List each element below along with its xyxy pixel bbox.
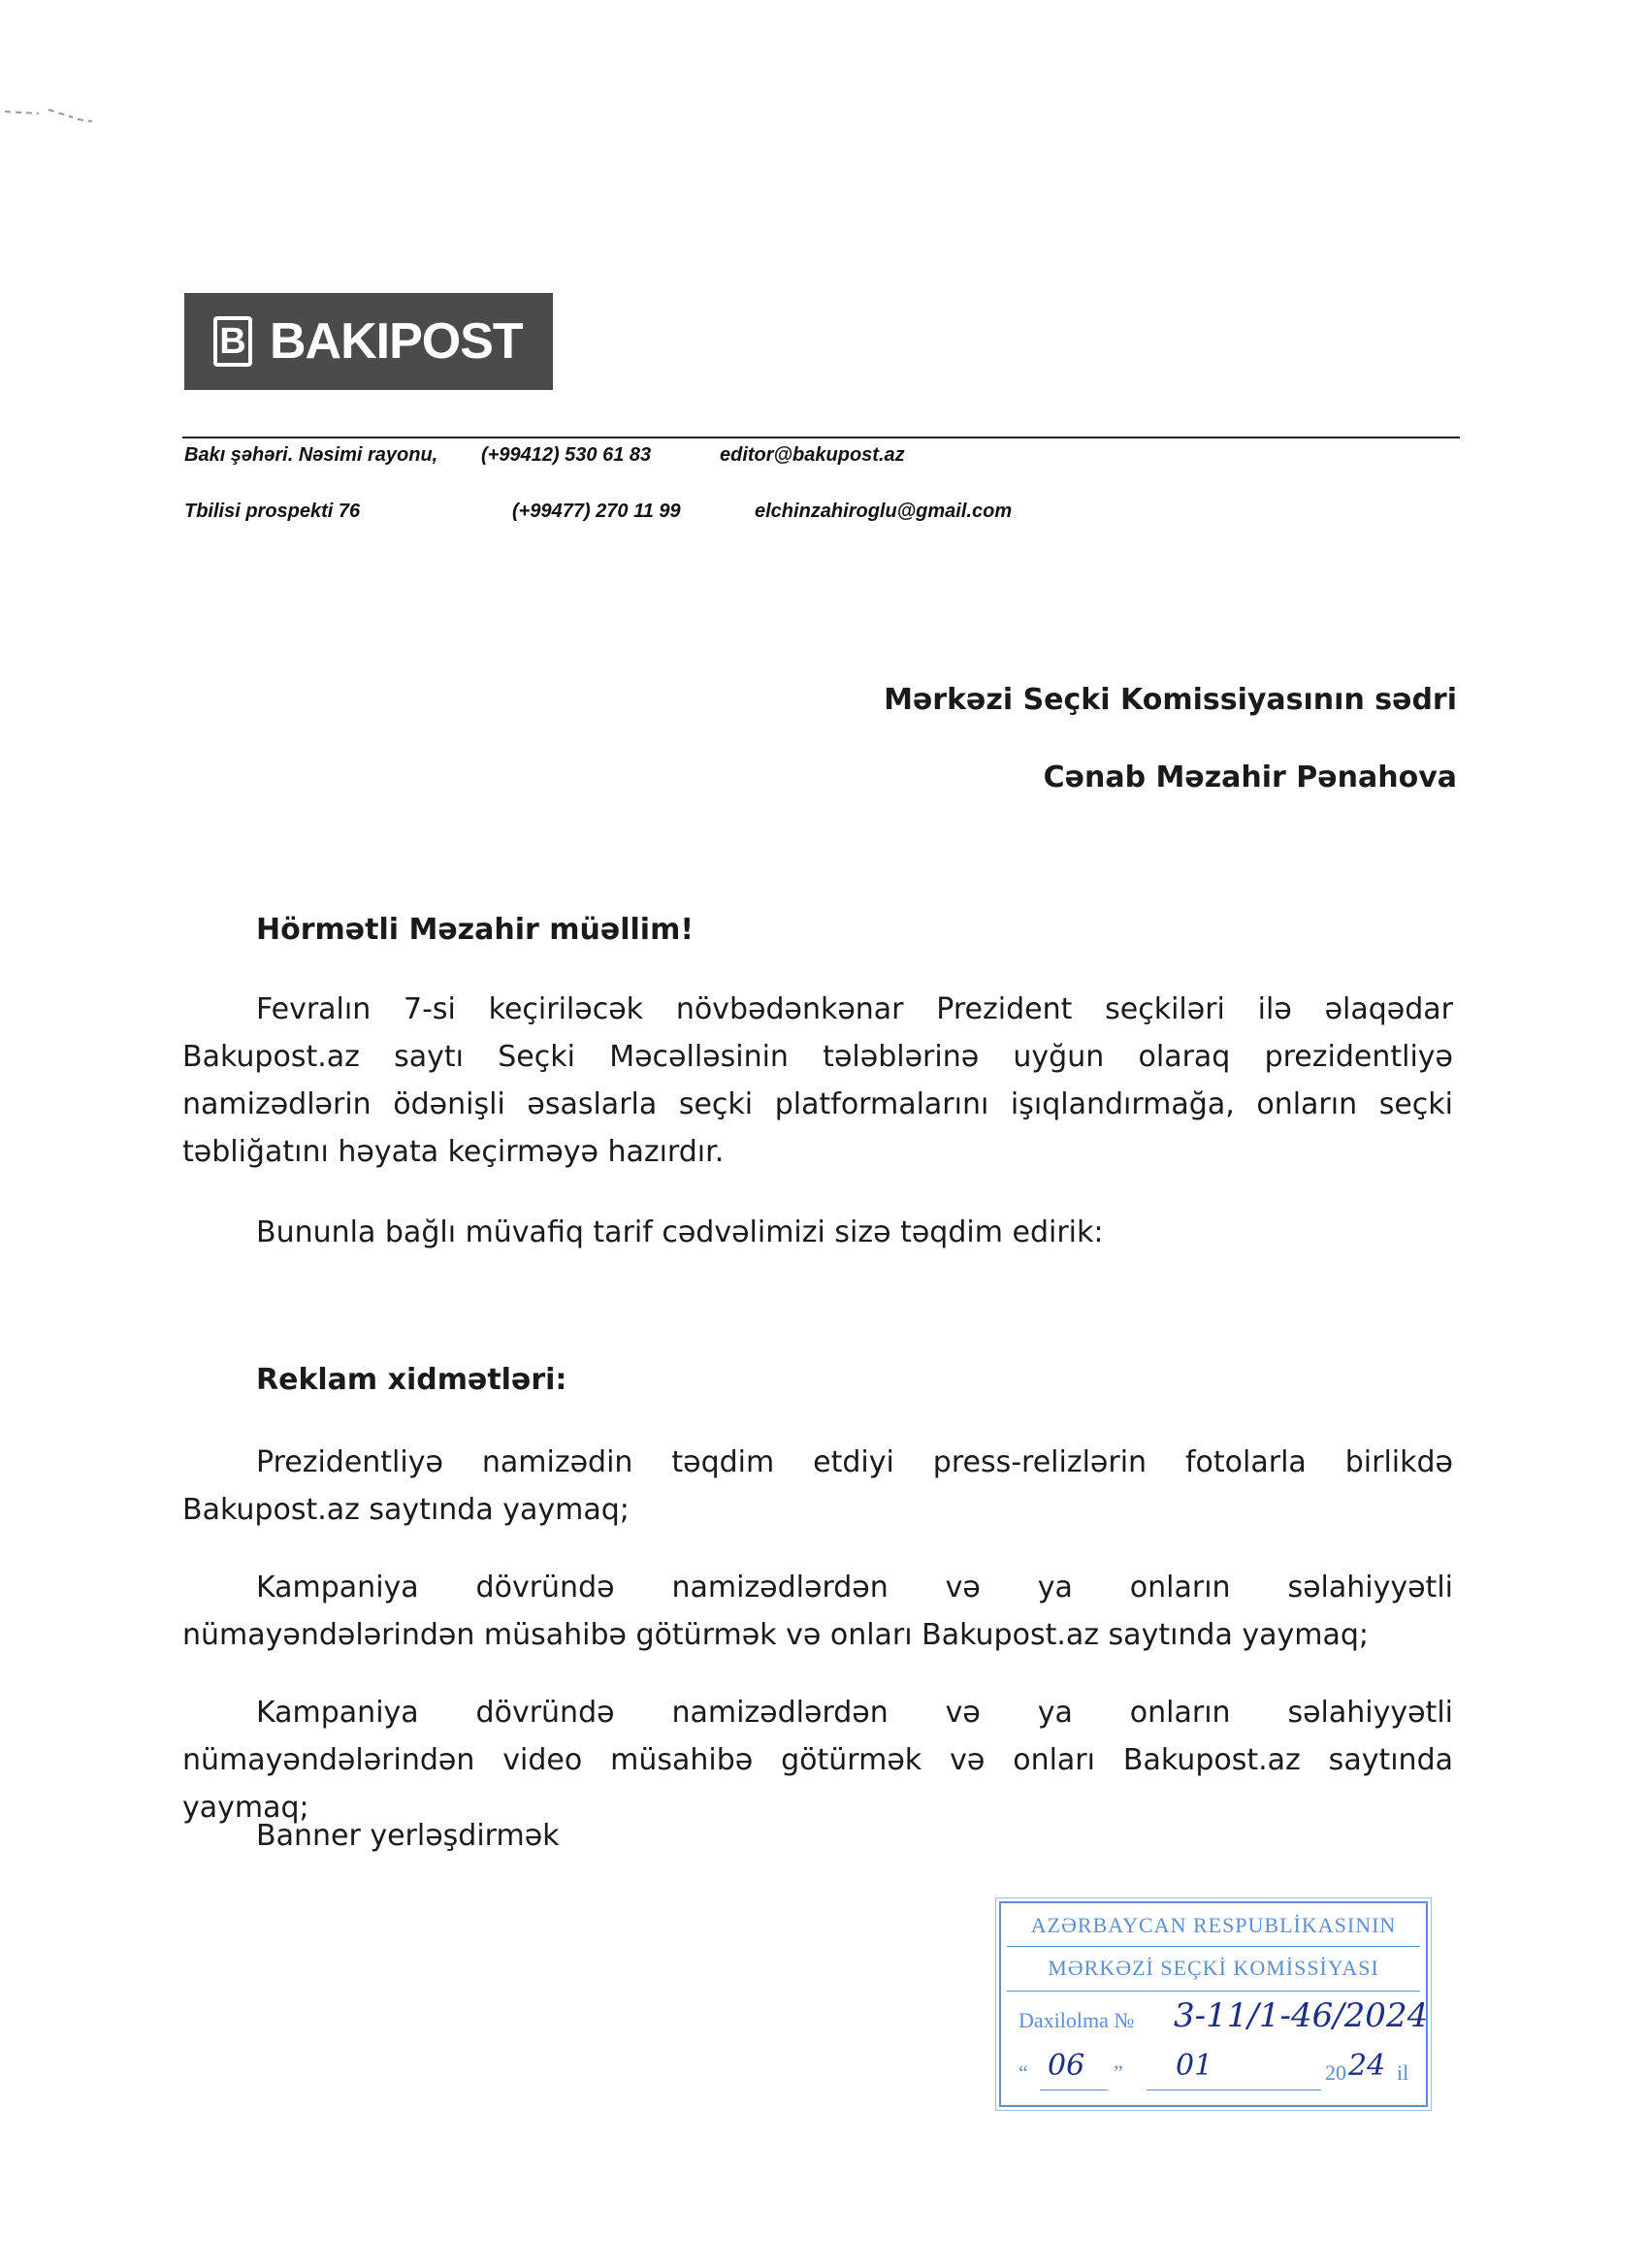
service-item-interview: Kampaniya dövründə namizədlərdən və ya onların səlahiyyətli nümayəndələrindən müsahibə götürmək və onları Bakupost.az saytında yaymaq; (182, 1571, 1453, 1652)
phone-1: (+99412) 530 61 83 (481, 444, 652, 466)
registration-stamp (999, 1901, 1428, 2107)
service-item-press-releases: Prezidentliyə namizədin təqdim etdiyi press-relizlərin fotolarla birlikdə Bakupost.az saytında yaymaq; (182, 1445, 1453, 1527)
paragraph-intro: Fevralın 7-si keçiriləcək növbədənkənar Prezident seçkiləri ilə əlaqədar Bakupost.az saytı Seçki Məcəlləsinin tələblərinə uyğun olaraq prezidentliyə namizədlərin ödənişli əsaslarla seçki platformalarını işıqlandırmağa, onların seçki təbliğatını həyata keçirməyə hazırdır. (182, 992, 1453, 1169)
salutation: Hörmətli Məzahir müəllim! (256, 913, 695, 947)
stamp-line-1: AZƏRBAYCAN RESPUBLİKASININ (1030, 1913, 1397, 1937)
phone-2: (+99477) 270 11 99 (512, 501, 681, 522)
email-1: editor@bakupost.az (720, 444, 905, 466)
address-line-1: Bakı şəhəri. Nəsimi rayonu, (184, 444, 438, 466)
stamp-received-number: 3-11/1-46/2024 (1174, 1996, 1429, 2035)
address-line-2: Tbilisi prospekti 76 (184, 501, 361, 522)
logo-text: BAKIPOST (270, 313, 523, 370)
scan-artifact (0, 92, 136, 150)
stamp-close-quote: ” (1114, 2060, 1123, 2085)
stamp-year-unit: il (1397, 2060, 1409, 2085)
stamp-received-label: Daxilolma № (1018, 2008, 1135, 2032)
stamp-open-quote: “ (1018, 2060, 1028, 2085)
recipient-title: Mərkəzi Seçki Komissiyasının sədri (884, 683, 1457, 717)
stamp-divider (1007, 1946, 1420, 1947)
services-heading: Reklam xidmətləri: (256, 1363, 567, 1397)
stamp-year: 24 (1348, 2049, 1386, 2083)
bakipost-logo (184, 293, 553, 390)
stamp-line-2: MƏRKƏZİ SEÇKİ KOMİSSİYASI (1048, 1956, 1379, 1980)
stamp-year-prefix: 20 (1325, 2060, 1346, 2085)
email-2: elchinzahiroglu@gmail.com (755, 501, 1013, 522)
service-item-video-interview: Kampaniya dövründə namizədlərdən və ya onların səlahiyyətli nümayəndələrindən video müsahibə götürmək və onları Bakupost.az saytında yaymaq; (182, 1696, 1453, 1825)
letterhead-divider (182, 437, 1460, 438)
stamp-divider (1007, 1991, 1420, 1992)
paragraph-tariff: Bununla bağlı müvafiq tarif cədvəlimizi sizə təqdim edirik: (256, 1215, 1104, 1249)
stamp-month: 01 (1176, 2049, 1213, 2083)
recipient-name: Cənab Məzahir Pənahova (1043, 761, 1457, 794)
stamp-day: 06 (1048, 2049, 1085, 2083)
logo-mark: B (213, 316, 252, 367)
service-item-banner: Banner yerləşdirmək (256, 1819, 560, 1853)
